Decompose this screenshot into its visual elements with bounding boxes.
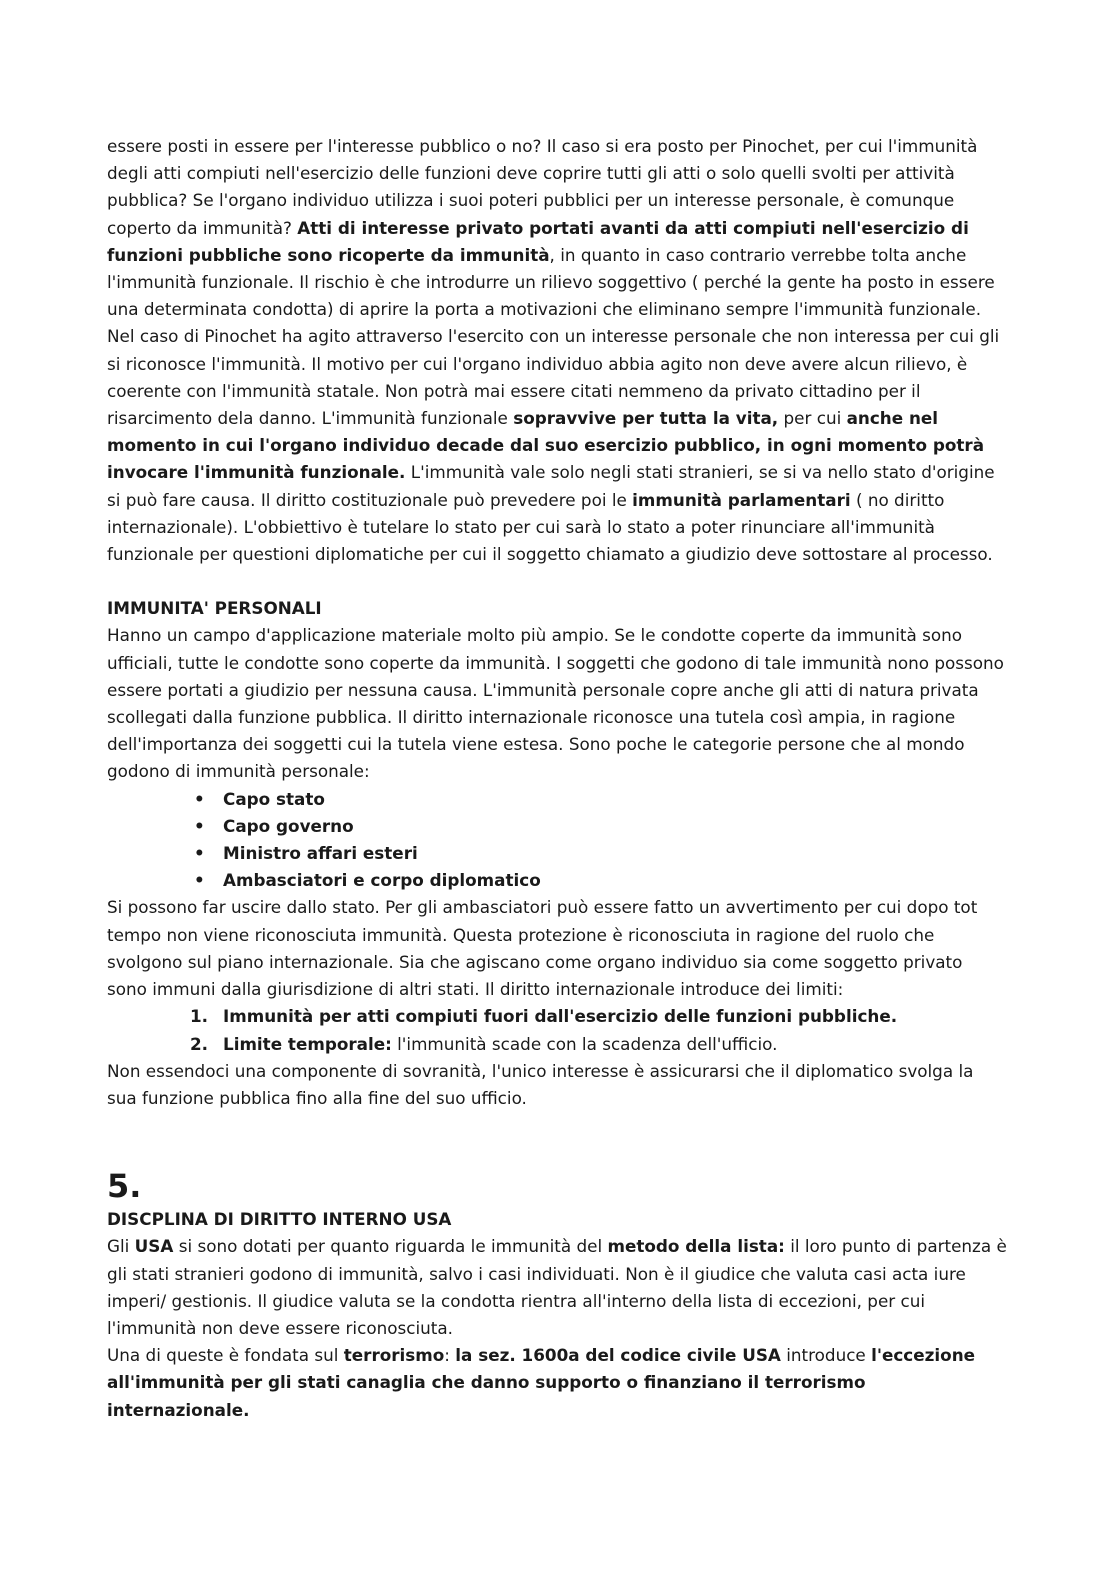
intro-bold-1: Atti di interesse privato portati avanti da atti compiuti nell'esercizio di funzioni pubbliche sono ricoperte da immunità — [107, 217, 969, 265]
list-number: 1. — [190, 1006, 209, 1027]
terror-bold-2: la sez. 1600a del codice civile USA — [455, 1345, 781, 1366]
list-item: • Ministro affari esteri — [194, 840, 1007, 867]
terror-text-1: Una di queste è fondata sul — [107, 1345, 344, 1366]
list-item: • Capo stato — [194, 786, 1007, 813]
section-number: 5. — [107, 1167, 142, 1206]
usa-bold-1: USA — [134, 1236, 174, 1257]
intro-bold-2: sopravvive per tutta la vita, — [513, 408, 779, 429]
limits-list — [107, 1003, 1007, 1057]
terror-text-3: introduce — [780, 1345, 872, 1366]
limit-text: l'immunità scade con la scadenza dell'ufficio. — [391, 1033, 778, 1054]
list-number: 2. — [190, 1033, 209, 1054]
list-item: • Ambasciatori e corpo diplomatico — [194, 867, 1007, 894]
spacer — [107, 568, 1007, 595]
spacer — [107, 1112, 1007, 1166]
intro-text-4: L'immunità vale solo negli stati stranieri, se si va nello stato d'origine si può fare causa. Il diritto costituzionale può prevedere poi le — [107, 462, 995, 510]
intro-text-3: per cui — [778, 408, 847, 429]
intro-text-5: ( no diritto internazionale). L'obbiettivo è tutelare lo stato per cui sarà lo stato a poter rinunciare all'immunità funzionale per questioni diplomatiche per cui il soggetto chiamato a giudizio deve sottostare al processo. — [107, 489, 993, 565]
limit-bold: Limite temporale: — [223, 1033, 392, 1054]
terror-bold-3: l'eccezione all'immunità per gli stati canaglia che danno supporto o finanziano il terrorismo internazionale. — [107, 1345, 976, 1420]
terror-bold-1: terrorismo — [343, 1345, 445, 1366]
intro-bold-4: immunità parlamentari — [632, 489, 851, 510]
usa-text-1: Gli — [107, 1236, 135, 1257]
usa-bold-2: metodo della lista: — [607, 1236, 785, 1257]
list-item — [190, 1031, 1007, 1058]
limit-bold: Immunità per atti compiuti fuori dall'esercizio delle funzioni pubbliche. — [223, 1006, 898, 1027]
personali-paragraph: Hanno un campo d'applicazione materiale molto più ampio. Se le condotte coperte da immunità sono ufficiali, tutte le condotte sono coperte da immunità. I soggetti che godono di tale immunità nono possono essere portati a giudizio per nessuna causa. L'immunità personale copre anche gli atti di natura privata scollegati dalla funzione pubblica. Il diritto internazionale riconosce una tutela così ampia, in ragione dell'importanza dei soggetti cui la tutela viene estesa. Sono poche le categorie persone che al mondo godono di immunità personale: — [107, 625, 1004, 782]
intro-paragraph — [107, 133, 1007, 568]
usa-paragraph — [107, 1233, 1007, 1342]
usa-text-3: il loro punto di partenza è gli stati stranieri godono di immunità, salvo i casi individuati. Non è il giudice che valuta casi acta iure imperi/ gestionis. Il giudice valuta se la condotta rientra all'interno della lista di eccezioni, per cui l'immunità non deve essere riconosciuta. — [107, 1236, 1007, 1338]
personali-after-paragraph: Si possono far uscire dallo stato. Per gli ambasciatori può essere fatto un avvertimento per cui dopo tot tempo non viene riconosciuta immunità. Questa protezione è riconosciuta in ragione del ruolo che svolgono sul piano internazionale. Sia che agiscano come organo individuo sia come soggetto privato sono immuni dalla giurisdizione di altri stati. Il diritto internazionale introduce dei limiti: — [107, 897, 978, 1000]
terrorism-paragraph — [107, 1342, 1007, 1424]
document-page — [107, 133, 1007, 1424]
intro-bold-3: anche nel momento in cui l'organo individuo decade dal suo esercizio pubblico, in ogni momento potrà invocare l'immunità funzionale. — [107, 408, 985, 483]
personali-closing-paragraph: Non essendoci una componente di sovranità, l'unico interesse è assicurarsi che il diplomatico svolga la sua funzione pubblica fino alla fine del suo ufficio. — [107, 1060, 974, 1108]
intro-text-2: , in quanto in caso contrario verrebbe tolta anche l'immunità funzionale. Il rischio è che introdurre un rilievo soggettivo ( perché la gente ha posto in essere una determinata condotta) di aprire la porta a motivazioni che eliminano sempre l'immunità funzionale. Nel caso di Pinochet ha agito attraverso l'esercito con un interesse personale che non interessa per cui gli si riconosce l'immunità. Il motivo per cui l'organo individuo abbia agito non deve avere alcun rilievo, è coerente con l'immunità statale. Non potrà mai essere citati nemmeno da privato cittadino per il risarcimento dela danno. L'immunità funzionale — [107, 244, 1000, 429]
list-item — [190, 1003, 1007, 1030]
terror-text-2: : — [444, 1345, 456, 1366]
intro-text-1: essere posti in essere per l'interesse pubblico o no? Il caso si era posto per Pinochet, per cui l'immunità degli atti compiuti nell'esercizio delle funzioni deve coprire tutti gli atti o solo quelli svolti per attività pubblica? Se l'organo individuo utilizza i suoi poteri pubblici per un interesse personale, è comunque coperto da immunità? — [107, 136, 978, 238]
categories-list — [107, 786, 1007, 895]
usa-text-2: si sono dotati per quanto riguarda le immunità del — [173, 1236, 608, 1257]
section-heading-usa: DISCPLINA DI DIRITTO INTERNO USA — [107, 1209, 452, 1230]
section-heading-personali: IMMUNITA' PERSONALI — [107, 598, 322, 619]
list-item: • Capo governo — [194, 813, 1007, 840]
